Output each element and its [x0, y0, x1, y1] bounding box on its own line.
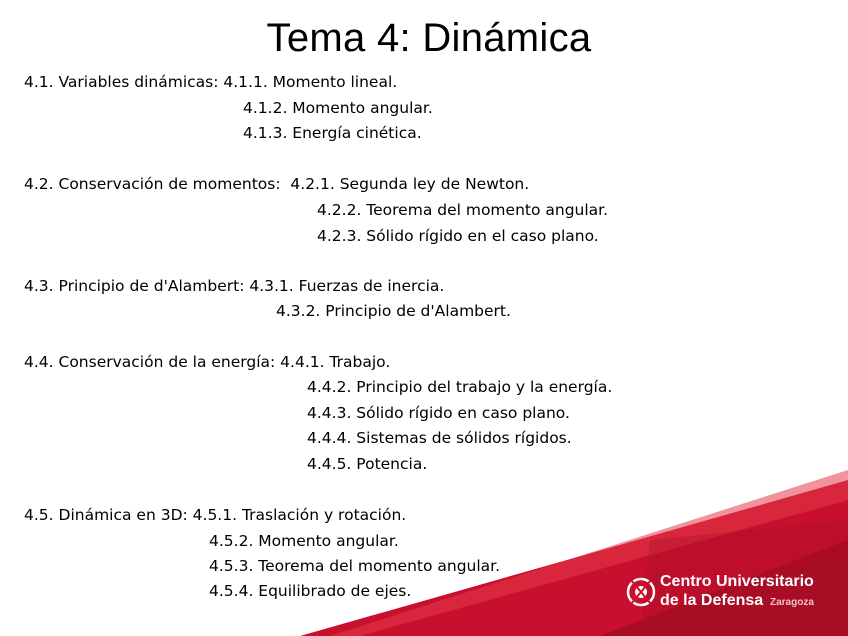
- topic-4-1: 4.1. Variables dinámicas: 4.1.1. Momento lineal.: [24, 73, 398, 91]
- logo-line-1: Centro Universitario: [660, 573, 814, 590]
- topic-4-2-2: 4.2.2. Teorema del momento angular.: [317, 201, 609, 219]
- topic-4-4-3: 4.4.3. Sólido rígido en caso plano.: [307, 404, 570, 422]
- topic-4-3-2: 4.3.2. Principio de d'Alambert.: [276, 302, 511, 320]
- topic-4-2-3: 4.2.3. Sólido rígido en el caso plano.: [317, 227, 599, 245]
- topic-4-1-2: 4.1.2. Momento angular.: [243, 99, 433, 117]
- topic-4-5: 4.5. Dinámica en 3D: 4.5.1. Traslación y rotación.: [24, 506, 407, 524]
- topic-4-4-4: 4.4.4. Sistemas de sólidos rígidos.: [307, 429, 572, 447]
- topic-4-4: 4.4. Conservación de la energía: 4.4.1. Trabajo.: [24, 353, 391, 371]
- slide-title: Tema 4: Dinámica: [266, 16, 592, 60]
- topic-4-5-2: 4.5.2. Momento angular.: [209, 532, 399, 550]
- topic-4-4-5: 4.4.5. Potencia.: [307, 455, 428, 473]
- topic-4-4-2: 4.4.2. Principio del trabajo y la energía.: [307, 378, 613, 396]
- topic-4-2: 4.2. Conservación de momentos: 4.2.1. Segunda ley de Newton.: [24, 175, 530, 193]
- logo-line-2: de la Defensa: [660, 592, 764, 609]
- topic-4-5-3: 4.5.3. Teorema del momento angular.: [209, 557, 501, 575]
- logo-line-3: Zaragoza: [770, 597, 814, 608]
- topic-4-1-3: 4.1.3. Energía cinética.: [243, 124, 422, 142]
- topic-4-5-4: 4.5.4. Equilibrado de ejes.: [209, 582, 412, 600]
- topic-4-3: 4.3. Principio de d'Alambert: 4.3.1. Fuerzas de inercia.: [24, 277, 445, 295]
